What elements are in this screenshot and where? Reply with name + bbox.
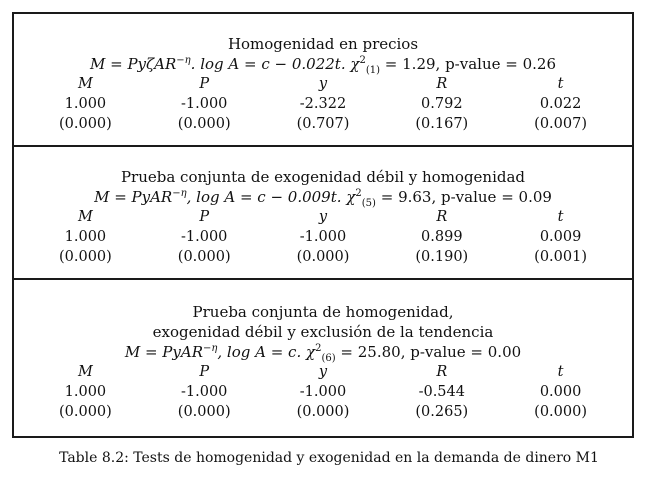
std-error-row [26, 402, 620, 422]
variable-header-row [26, 207, 620, 227]
panel-title: Prueba conjunta de homogenidad, [192, 303, 454, 321]
var-label: t [557, 209, 564, 225]
std-error: (0.001) [534, 249, 587, 265]
chi-df: (6) [321, 353, 336, 364]
coefficient: 1.000 [64, 384, 107, 400]
std-error: (0.000) [177, 404, 231, 420]
test-statistic: = 1.29, p-value = 0.26 [384, 55, 556, 73]
std-error: (0.000) [177, 116, 231, 132]
std-error: (0.265) [415, 404, 469, 420]
coefficient: -1.000 [180, 384, 228, 400]
test-statistic: = 9.63, p-value = 0.09 [380, 188, 552, 206]
model-expression: M = PyAR [94, 188, 173, 206]
panel-weak-exogeneity-homogeneity [14, 147, 632, 280]
var-label: R [436, 364, 448, 380]
std-error: (0.000) [296, 404, 350, 420]
std-error: (0.190) [415, 249, 469, 265]
var-label: P [199, 364, 210, 380]
var-label: M [77, 364, 93, 380]
chi-df: (5) [361, 198, 376, 209]
model-equation [26, 187, 620, 207]
trend-expression: . log A = c − 0.022t. [190, 55, 346, 73]
test-statistic: = 25.80, p-value = 0.00 [340, 343, 522, 361]
var-label: t [557, 76, 564, 92]
var-label: y [318, 209, 328, 225]
chi-superscript: 2 [315, 343, 322, 354]
eta-exponent: −η [176, 55, 191, 66]
table-caption: Table 8.2: Tests de homogenidad y exogenidad en la demanda de dinero M1 [59, 450, 599, 466]
coefficient: -1.000 [180, 96, 228, 112]
std-error-row [26, 114, 620, 134]
coefficient-row [26, 94, 620, 114]
coefficient: -1.000 [299, 384, 347, 400]
var-label: P [199, 209, 210, 225]
variable-header-row [26, 362, 620, 382]
model-equation [26, 342, 620, 362]
coefficient: 1.000 [64, 96, 107, 112]
coefficient: -2.322 [299, 96, 347, 112]
std-error: (0.000) [58, 116, 112, 132]
variable-header-row [26, 74, 620, 94]
coefficient: 1.000 [64, 229, 107, 245]
coefficient: 0.022 [539, 96, 582, 112]
panel-title-continued: exogenidad débil y exclusión de la tendencia [152, 323, 494, 341]
std-error: (0.707) [296, 116, 350, 132]
coefficient: -0.544 [418, 384, 465, 400]
coefficient: 0.000 [539, 384, 582, 400]
var-label: M [77, 76, 93, 92]
chi-superscript: 2 [355, 188, 362, 199]
var-label: P [199, 76, 210, 92]
std-error: (0.007) [534, 116, 587, 132]
eta-exponent: −η [172, 188, 187, 199]
std-error: (0.000) [534, 404, 587, 420]
chi-symbol: χ [306, 343, 316, 361]
chi-symbol: χ [346, 188, 356, 206]
var-label: R [436, 209, 448, 225]
std-error-row [26, 247, 620, 267]
var-label: R [436, 76, 448, 92]
model-expression: M = PyAR [124, 343, 203, 361]
std-error: (0.167) [415, 116, 469, 132]
coefficient: 0.899 [421, 229, 463, 245]
panel-title: Homogenidad en precios [227, 35, 419, 53]
coefficient: -1.000 [299, 229, 347, 245]
var-label: y [318, 364, 328, 380]
std-error: (0.000) [58, 404, 112, 420]
chi-df: (1) [365, 65, 381, 76]
panel-price-homogeneity [14, 14, 632, 147]
trend-expression: , log A = c − 0.009t. [186, 188, 342, 206]
panel-joint-homogeneity-exogeneity-trend [14, 280, 632, 436]
coefficient: -1.000 [180, 229, 228, 245]
std-error: (0.000) [177, 249, 231, 265]
var-label: y [318, 76, 328, 92]
chi-symbol: χ [350, 55, 360, 73]
results-table [12, 12, 634, 438]
coefficient: 0.009 [539, 229, 582, 245]
model-expression: M = PyζAR [90, 55, 177, 73]
chi-superscript: 2 [359, 55, 366, 66]
coefficient-row [26, 227, 620, 247]
coefficient: 0.792 [421, 96, 463, 112]
var-label: t [557, 364, 564, 380]
model-equation [26, 54, 620, 74]
coefficient-row [26, 382, 620, 402]
std-error: (0.000) [296, 249, 350, 265]
std-error: (0.000) [58, 249, 112, 265]
var-label: M [77, 209, 93, 225]
panel-title: Prueba conjunta de exogenidad débil y homogenidad [120, 168, 526, 186]
eta-exponent: −η [203, 343, 218, 354]
trend-expression: , log A = c. [217, 343, 302, 361]
